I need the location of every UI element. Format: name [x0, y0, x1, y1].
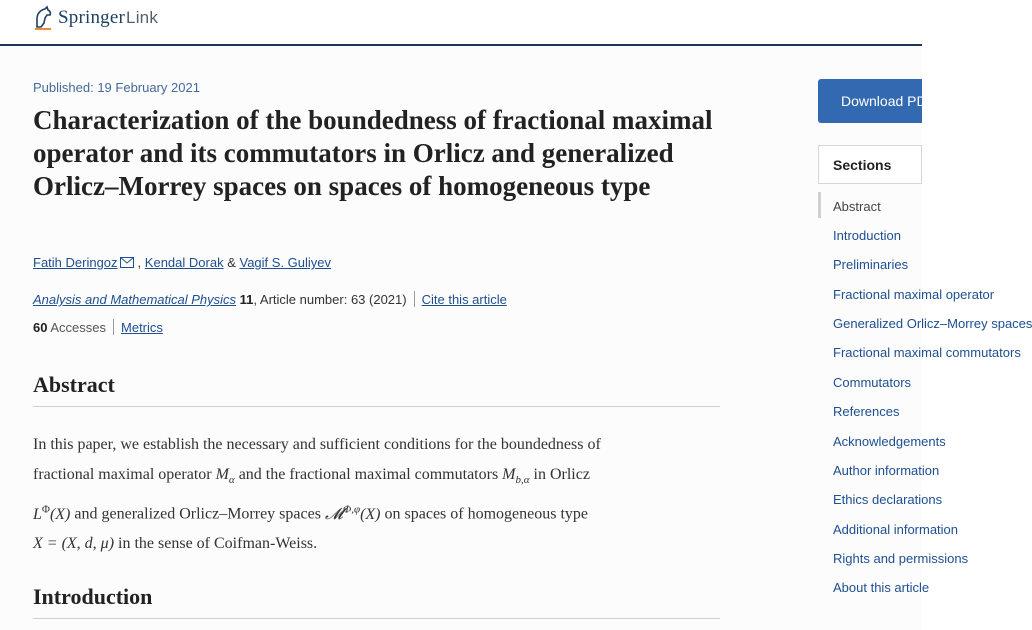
section-link-introduction[interactable]: Introduction: [833, 228, 901, 243]
section-link-ethics[interactable]: Ethics declarations: [833, 492, 943, 507]
download-pdf-button[interactable]: Download PDF: [818, 79, 922, 123]
accesses-label: Accesses: [50, 320, 107, 335]
journal-link[interactable]: Analysis and Mathematical Physics: [33, 292, 237, 307]
math-expression: $M_\alpha$: [215, 465, 235, 486]
cite-article-link[interactable]: Cite this article: [421, 292, 507, 307]
abstract-text-span: and generalized Orlicz–Morrey spaces: [70, 505, 325, 523]
section-link-fractional-commutators[interactable]: Fractional maximal commutators: [833, 345, 1021, 360]
author-link[interactable]: Kendal Dorak: [144, 255, 224, 270]
abstract-line: [33, 529, 723, 559]
abstract-line: [33, 495, 723, 529]
citation-line: [33, 291, 507, 307]
abstract-text-span: and the fractional maximal commutators: [234, 465, 503, 483]
section-link-preliminaries[interactable]: Preliminaries: [833, 257, 909, 272]
metrics-link[interactable]: Metrics: [121, 320, 163, 335]
abstract-line: In this paper, we establish the necessary and sufficient conditions for the boundedness of: [33, 436, 601, 453]
math-expression: 𝓜$^{\Phi,\varphi}$(X): [324, 503, 381, 523]
math-expression: $L^\Phi(X)$: [33, 503, 71, 523]
section-link-additional-info[interactable]: Additional information: [833, 522, 959, 537]
math-expression: $M_{b,\alpha}$: [502, 465, 530, 486]
volume-number: 11: [239, 292, 254, 307]
sections-divider: [818, 183, 922, 184]
heading-rule: [33, 406, 720, 407]
accesses-count: 60: [33, 320, 48, 335]
author-separator: &: [227, 255, 236, 270]
section-link-generalized-orlicz[interactable]: Generalized Orlicz–Morrey spaces: [833, 316, 1032, 331]
article-number: , Article number: 63 (2021): [253, 292, 407, 307]
section-link-commutators[interactable]: Commutators: [833, 375, 912, 390]
sections-panel: [818, 145, 1032, 630]
abstract-text: [33, 430, 723, 559]
abstract-line: [33, 460, 723, 496]
abstract-text-span: on spaces of homogeneous type: [380, 505, 589, 523]
section-link-author-information[interactable]: Author information: [833, 463, 940, 478]
section-link-abstract[interactable]: Abstract: [833, 199, 881, 214]
divider: [414, 291, 415, 307]
abstract-text-span: fractional maximal operator: [33, 465, 216, 483]
abstract-text-span: in Orlicz: [529, 465, 590, 483]
heading-rule: [33, 618, 720, 619]
sections-title: Sections: [833, 157, 892, 173]
logo-wordmark: SpringerLink: [58, 7, 159, 28]
abstract-heading: Abstract: [33, 372, 115, 397]
abstract-text-span: in the sense of Coifman-Weiss.: [114, 535, 318, 553]
site-header: [0, 0, 922, 46]
author-link[interactable]: Vagif S. Guliyev: [239, 255, 332, 270]
section-link-rights[interactable]: Rights and permissions: [833, 551, 969, 566]
springer-horse-icon: [32, 5, 54, 31]
published-date: Published: 19 February 2021: [33, 80, 200, 95]
section-link-acknowledgements[interactable]: Acknowledgements: [833, 434, 946, 449]
author-list: [33, 255, 331, 270]
metrics-line: [33, 319, 163, 335]
springer-link-logo[interactable]: [32, 4, 158, 32]
active-section-indicator: [818, 192, 821, 218]
section-link-references[interactable]: References: [833, 404, 900, 419]
divider: [113, 319, 114, 335]
section-link-about[interactable]: About this article: [833, 580, 930, 595]
section-link-fractional-maximal[interactable]: Fractional maximal operator: [833, 287, 995, 302]
author-separator: ,: [137, 255, 142, 270]
introduction-heading: Introduction: [33, 584, 153, 609]
author-link[interactable]: Fatih Deringoz: [33, 255, 118, 270]
math-expression: X = (X, d, μ): [33, 535, 115, 553]
article-title: Characterization of the boundedness of fractional maximal operator and its commutators in Orlicz and generalized Orlicz–Morrey spaces on spaces of homogeneous type: [33, 105, 713, 201]
mail-icon[interactable]: [120, 257, 134, 268]
